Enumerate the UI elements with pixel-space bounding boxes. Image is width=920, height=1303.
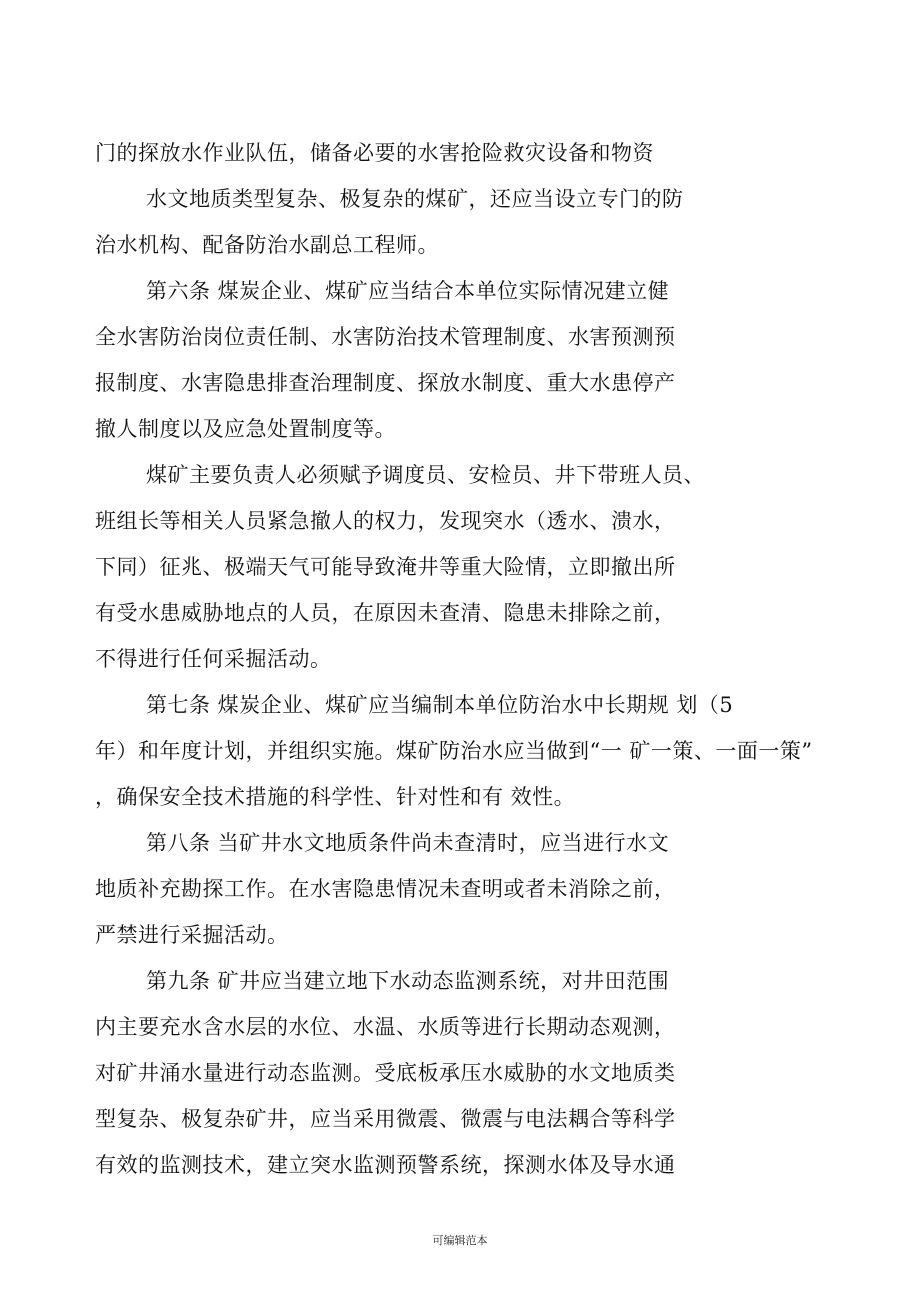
text-line: 水文地质类型复杂、极复杂的煤矿，还应当设立专门的防 — [146, 187, 684, 211]
text-line: 全水害防治岗位责任制、水害防治技术管理制度、水害预测预 — [95, 325, 676, 349]
text-line: 型复杂、极复杂矿井，应当采用微震、微震与电法耦合等科学 — [95, 1107, 676, 1131]
text-line: 不得进行任何采掘活动。 — [95, 647, 332, 671]
page-footer: 可编辑范本 — [432, 1234, 488, 1247]
text-line: 下同）征兆、极端天气可能导致淹井等重大险情，立即撤出所 — [95, 555, 676, 579]
article-heading-line: 第八条 当矿井水文地质条件尚未查清时，应当进行水文 — [146, 831, 670, 855]
text-line: 年）和年度计划，并组织实施。煤矿防治水应当做到“一 矿一策、一面一策” — [95, 739, 813, 763]
text-line: 有受水患威胁地点的人员，在原因未查清、隐患未排除之前， — [95, 601, 676, 625]
article-heading-line: 第七条 煤炭企业、煤矿应当编制本单位防治水中长期规 划（5 — [146, 693, 734, 717]
text-line: 严禁进行采掘活动。 — [95, 923, 289, 947]
article-heading-line: 第九条 矿井应当建立地下水动态监测系统，对井田范围 — [146, 969, 670, 993]
text-line: 内主要充水含水层的水位、水温、水质等进行长期动态观测， — [95, 1015, 676, 1039]
text-line: 报制度、水害隐患排查治理制度、探放水制度、重大水患停产 — [95, 371, 676, 395]
text-line: 撤人制度以及应急处置制度等。 — [95, 417, 396, 441]
article-heading-line: 第六条 煤炭企业、煤矿应当结合本单位实际情况建立健 — [146, 279, 670, 303]
text-line: 地质补充勘探工作。在水害隐患情况未查明或者未消除之前， — [95, 877, 676, 901]
text-line: 煤矿主要负责人必须赋予调度员、安检员、井下带班人员、 — [146, 463, 705, 487]
text-line: 治水机构、配备防治水副总工程师。 — [95, 233, 439, 257]
text-line: 对矿井涌水量进行动态监测。受底板承压水威胁的水文地质类 — [95, 1061, 676, 1085]
text-line: ，确保安全技术措施的科学性、针对性和有 效性。 — [95, 785, 576, 809]
text-line: 有效的监测技术，建立突水监测预警系统，探测水体及导水通 — [95, 1153, 676, 1177]
text-line: 门的探放水作业队伍，储备必要的水害抢险救灾设备和物资 — [95, 141, 654, 165]
text-line: 班组长等相关人员紧急撤人的权力，发现突水（透水、溃水， — [95, 509, 676, 533]
